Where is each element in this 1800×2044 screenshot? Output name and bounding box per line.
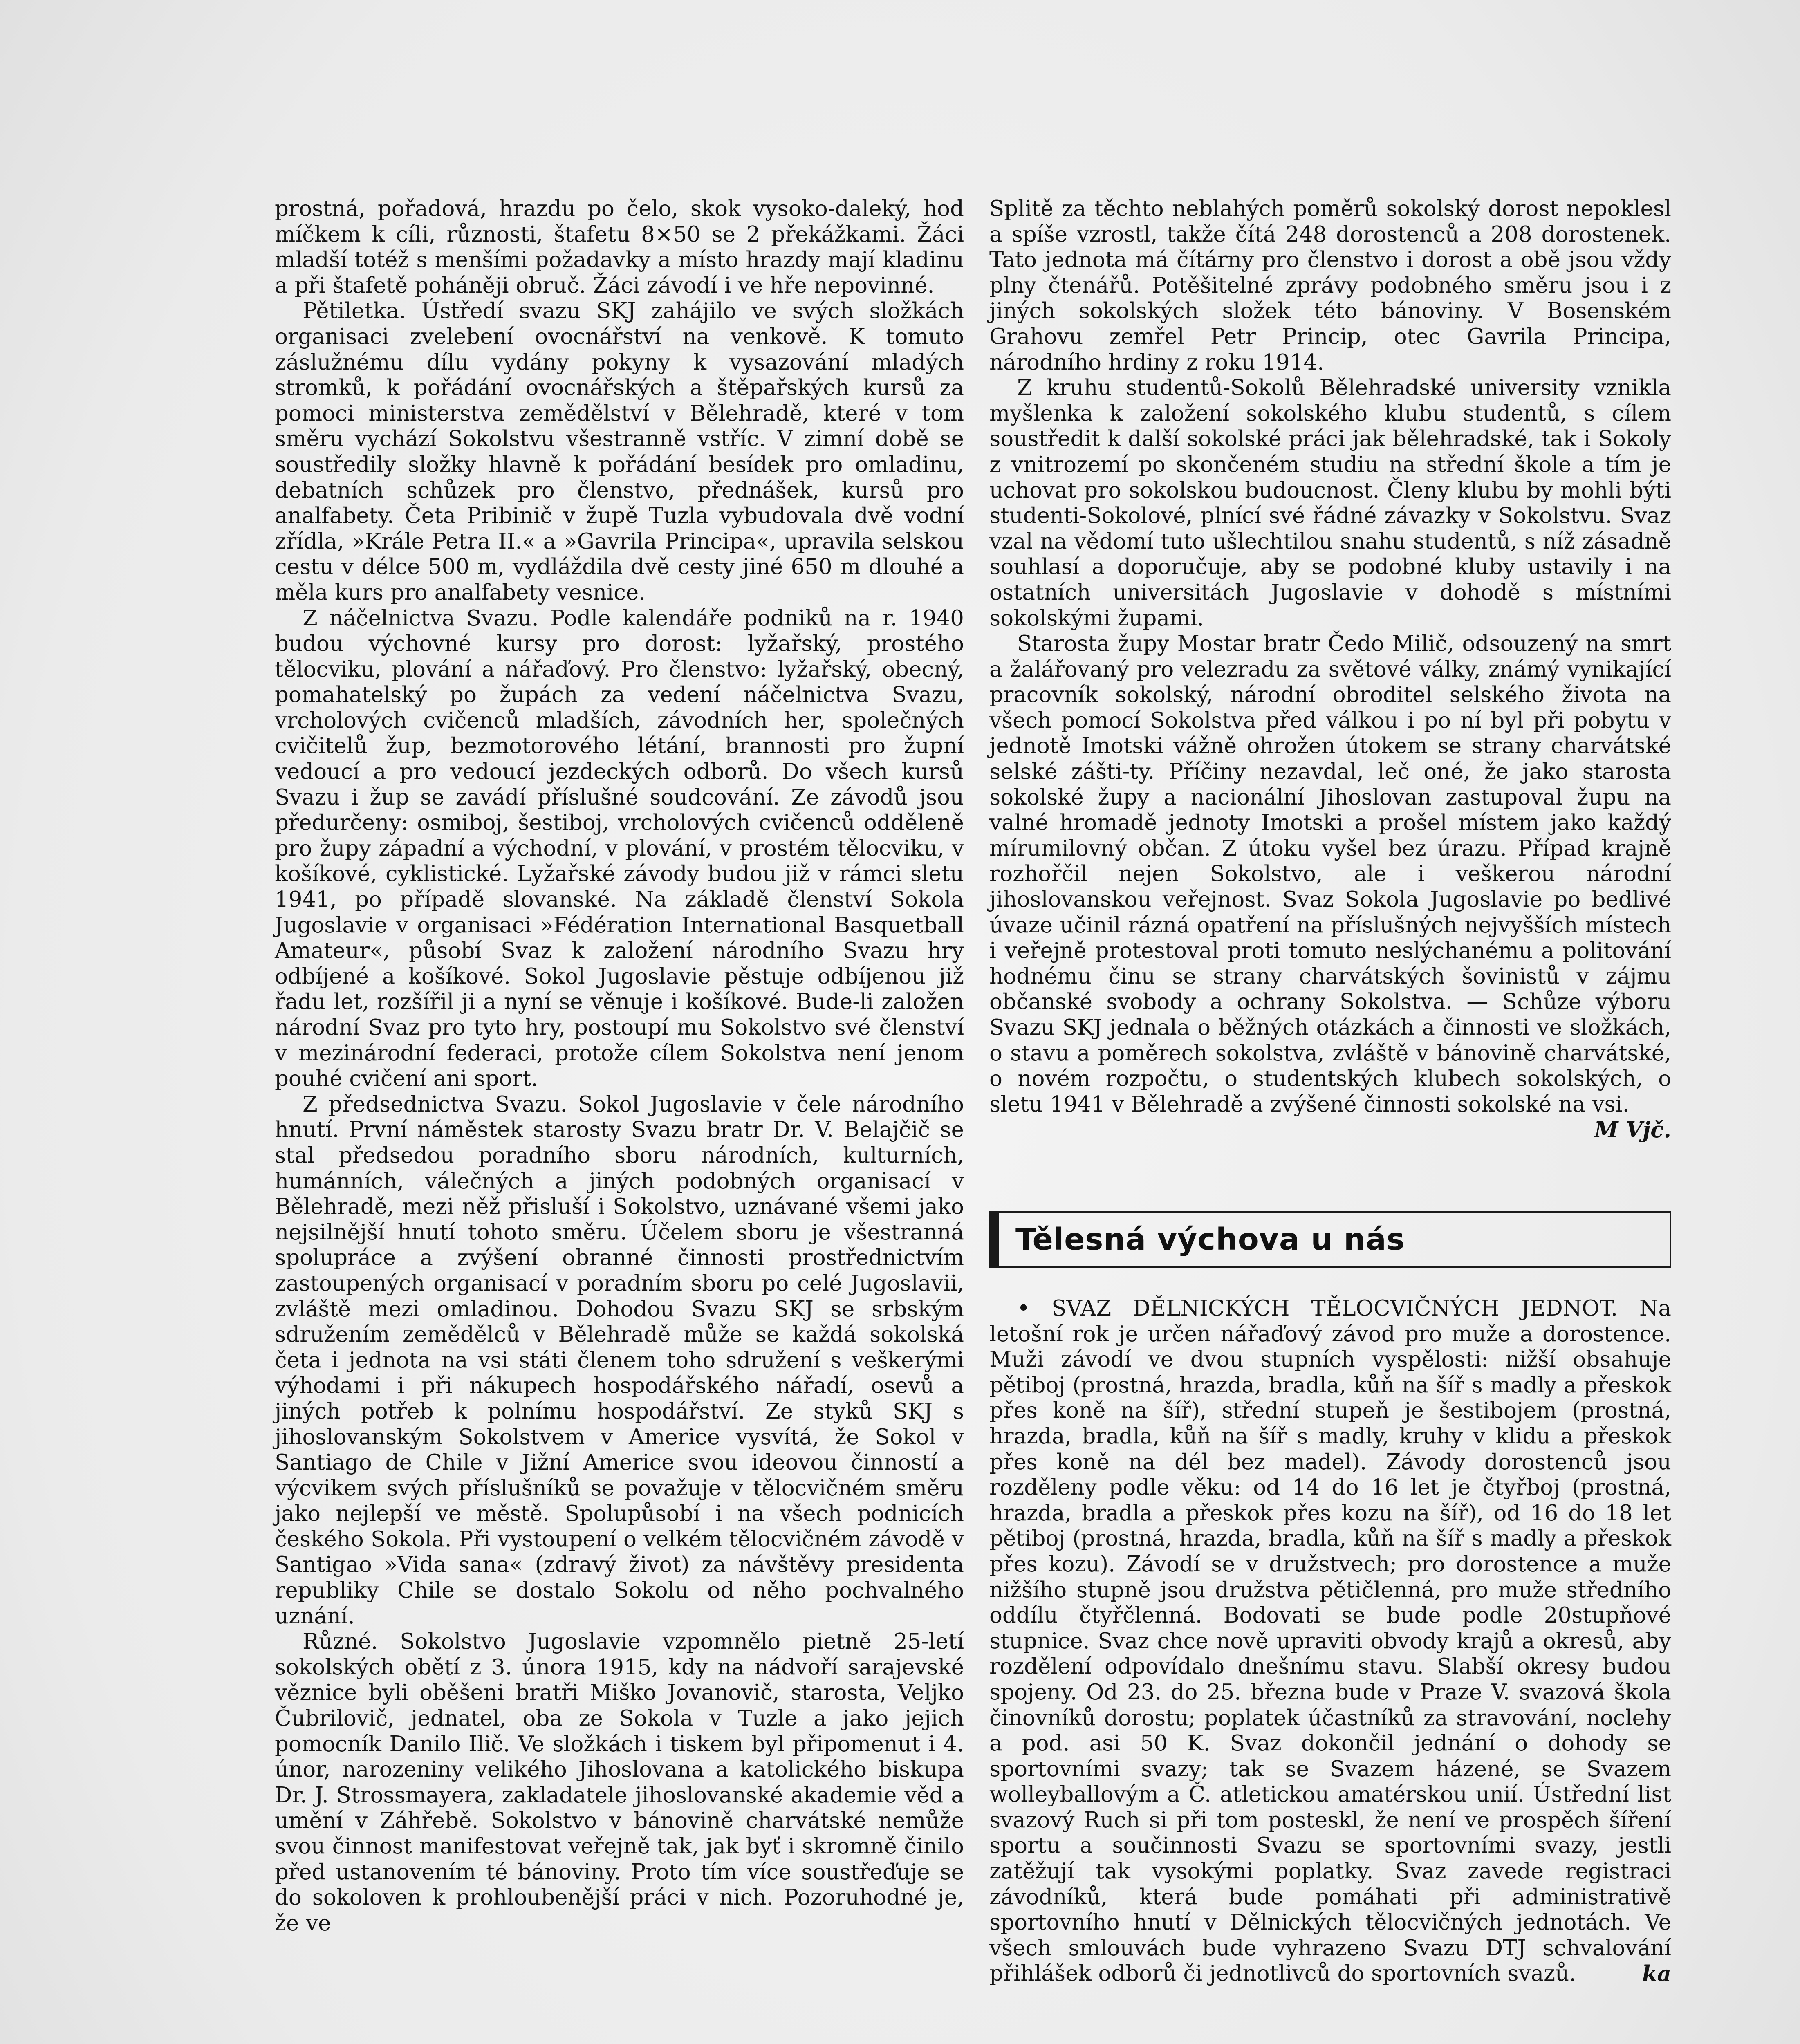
paragraph-studenti: Z kruhu studentů-Sokolů Bělehradské university vznikla myšlenka k založení sokolského klubu studentů, s cílem soustředit k další sokolské práci jak bělehradské, tak i Sokoly z vnitrozemí po skončeném studiu na střední škole a tím je uchovat pro sokolskou budoucnost. Členy klubu by mohli býti studenti-Sokolové, plnící své řádné závazky v Sokolstvu. Svaz vzal na vědomí tuto ušlechtilou snahu studentů, s níž zásadně souhlasí a doporučuje, aby se podobné kluby ustavily i na ostatních universitách Jugoslavie v dohodě s místními sokolskými župami. xyxy=(989,375,1671,631)
paragraph-mostar xyxy=(989,631,1671,1143)
paragraph-mostar-text: Starosta župy Mostar bratr Čedo Milič, odsouzený na smrt a žalářovaný pro velezradu za světové války, známý vynikající pracovník sokolský, národní obroditel selského života na všech pomocí Sokolstva před válkou i po ní byl při pobytu v jednotě Imotski vážně ohrožen útokem se strany charvátské selské zášti-ty. Příčiny nezavdal, leč oné, že jako starosta sokolské župy a nacionální Jihoslovan zastupoval župu na valné hromadě jednoty Imotski a prošel místem jako každý mírumilovný občan. Z útoku vyšel bez úrazu. Případ krajně rozhořčil nejen Sokolstvo, ale i veškerou národní jihoslovanskou veřejnost. Svaz Sokola Jugoslavie po bedlivé úvaze učinil rázná opatření na příslušných nejvyšších místech i veřejně protestoval proti tomuto neslýchanému a politování hodnému činu se strany charvátských šovinistů v zájmu občanské svobody a ochrany Sokolstva. — Schůze výboru Svazu SKJ jednala o běžných otázkách a činnosti ve složkách, o stavu a poměrech sokolstva, zvláště v bánovině charvátské, o novém rozpočtu, o studentských klubech sokolských, o sletu 1941 v Bělehradě a zvýšené činnosti sokolské na vsi. xyxy=(989,631,1671,1117)
paragraph-svaz-dtj-text: • SVAZ DĚLNICKÝCH TĚLOCVIČNÝCH JEDNOT. Na letošní rok je určen nářaďový závod pro muže a dorostence. Muži závodí ve dvou stupních vyspělosti: nižší obsahuje pětiboj (prostná, hrazda, bradla, kůň na šíř s madly a přeskok přes koně na šíř), střední stupeň je šestibojem (prostná, hrazda, bradla, kůň na šíř s madly, kruhy v klidu a přeskok přes koně na dél bez madel). Závody dorostenců jsou rozděleny podle věku: od 14 do 16 let je čtyřboj (prostná, hrazda, bradla a přeskok přes kozu na šíř), od 16 do 18 let pětiboj (prostná, hrazda, bradla, kůň na šíř s madly a přeskok přes kozu). Závodí se v družstvech; pro dorostence a muže nižšího stupně jsou družstva pětičlenná, pro muže středního oddílu čtyřčlenná. Bodovati se bude podle 20stupňové stupnice. Svaz chce nově upraviti obvody krajů a okresů, aby rozdělení odpovídalo dnešnímu stavu. Slabší okresy budou spojeny. Od 23. do 25. března bude v Praze V. svazová škola činovníků dorostu; poplatek účastníků za stravování, noclehy a pod. asi 50 K. Svaz dokončil jednání o dohody se sportovními svazy; tak se Svazem házené, se Svazem wolleyballovým a Č. atletickou amatérskou unií. Ústřední list svazový Ruch si při tom posteskl, že není ve prospěch šíření sportu a součinnosti Svazu se sportovními svazy, jestli zatěžují tak vysokými poplatky. Svaz zavede registraci závodníků, která bude pomáhati při administrativě sportovního hnutí v Dělnických tělocvičných jednotách. Ve všech smlouvách bude vyhrazeno Svazu DTJ schvalování přihlášek odborů či jednotlivců do sportovních svazů. xyxy=(989,1296,1671,1986)
paragraph: prostná, pořadová, hrazdu po čelo, skok vysoko-daleký, hod míčkem k cíli, různosti, štafetu 8×50 se 2 překážkami. Žáci mladší totéž s menšími požadavky a místo hrazdy mají kladinu a při štafetě poháněji obruč. Žáci závodí i ve hře nepovinné. xyxy=(275,196,964,298)
paragraph-predsednictvo: Z předsednictva Svazu. Sokol Jugoslavie v čele národního hnutí. První náměstek starosty Svazu bratr Dr. V. Belajčič se stal předsedou poradního sboru národních, kulturních, humánních, válečných a jiných podobných organisací v Bělehradě, mezi něž přisluší i Sokolstvo, uznávané všemi jako nejsilnější hnutí tohoto směru. Účelem sboru je všestranná spolupráce a zvýšení obranné činnosti prostřednictvím zastoupených organisací v poradním sboru po celé Jugoslavii, zvláště mezi omladinou. Dohodou Svazu SKJ se srbským sdružením zemědělců v Bělehradě může se každá sokolská četa i jednota na vsi státi členem toho sdružení s veškerými výhodami i při nákupech hospodářského nářadí, osevů a jiných potřeb k polnímu hospodářství. Ze styků SKJ s jihoslovanským Sokolstvem v Americe vysvítá, že Sokol v Santiago de Chile v Jižní Americe svou ideovou činností a výcvikem svých příslušníků se považuje v tělocvičném směru jako nejlepší ve městě. Spolupůsobí i na všech podnicích českého Sokola. Při vystoupení o velkém tělocvičném závodě v Santigao »Vida sana« (zdravý život) za návštěvy presidenta republiky Chile se dostalo Sokolu od něho pochvalného uznání. xyxy=(275,1091,964,1629)
author-signature: M Vjč. xyxy=(1594,1117,1671,1143)
paragraph: Splitě za těchto neblahých poměrů sokolský dorost nepoklesl a spíše vzrostl, takže čítá 248 dorostenců a 208 dorostenek. Tato jednota má čítárny pro členstvo i dorost a obě jsou vždy plny čtenářů. Potěšitelné zprávy podobného směru jsou i z jiných sokolských složek této bánoviny. V Bosenském Grahovu zemřel Petr Princip, otec Gavrila Principa, národního hrdiny z roku 1914. xyxy=(989,196,1671,375)
paragraph-svaz-dtj xyxy=(989,1296,1671,1987)
author-signature: ka xyxy=(1642,1961,1671,1987)
right-column-bottom xyxy=(989,1296,1671,1987)
paragraph-petiletka: Pětiletka. Ústředí svazu SKJ zahájilo ve svých složkách organisaci zvelebení ovocnářství na venkově. K tomuto záslužnému dílu vydány pokyny k vysazování mladých stromků, k pořádání ovocnářských a štěpařských kursů za pomoci ministerstva zemědělství v Bělehradě, které v tom směru vychází Sokolstvu všestranně vstříc. V zimní době se soustředily složky hlavně k pořádání besídek pro omladinu, debatních schůzek pro členstvo, přednášek, kursů pro analfabety. Četa Pribinič v župě Tuzla vybudovala dvě vodní zřídla, »Krále Petra II.« a »Gavrila Principa«, upravila selskou cestu v délce 500 m, vydláždila dvě cesty jiné 650 m dlouhé a měla kurs pro analfabety vesnice. xyxy=(275,298,964,605)
right-column-top xyxy=(989,196,1671,1143)
left-column xyxy=(275,196,964,1936)
paragraph-ruzne: Různé. Sokolstvo Jugoslavie vzpomnělo pietně 25-letí sokolských obětí z 3. února 1915, kdy na nádvoří sarajevské věznice byli oběšeni bratři Miško Jovanovič, starosta, Veljko Čubrilovič, jednatel, oba ze Sokola v Tuzle a jako jejich pomocník Danilo Ilič. Ve složkách i tiskem byl připomenut i 4. únor, narozeniny velikého Jihoslovana a katolického biskupa Dr. J. Strossmayera, zakladatele jihoslovanské akademie věd a umění v Záhřebě. Sokolstvo v bánovině charvátské nemůže svou činnost manifestovat veřejně tak, jak byť i skromně činilo před ustanovením té bánoviny. Proto tím více soustřeďuje se do sokoloven k prohloubenější práci v nich. Pozoruhodné je, že ve xyxy=(275,1629,964,1936)
paragraph-nacelnictvo: Z náčelnictva Svazu. Podle kalendáře podniků na r. 1940 budou výchovné kursy pro dorost: lyžařský, prostého tělocviku, plování a nářaďový. Pro členstvo: lyžařský, obecný, pomahatelský po župách za vedení náčelnictva Svazu, vrcholových cvičenců mladších, závodních her, společných cvičitelů žup, bezmotorového létání, brannosti pro župní vedoucí a pro vedoucí jezdeckých odborů. Do všech kursů Svazu i žup se zavádí příslušné soudcování. Ze závodů jsou předurčeny: osmiboj, šestiboj, vrcholových cvičenců odděleně pro župy západní a východní, v plování, v prostém tělocviku, v košíkové, cyklistické. Lyžařské závody budou již v rámci sletu 1941, po případě slovanské. Na základě členství Sokola Jugoslavie v organisaci »Fédération International Basquetball Amateur«, působí Svaz k založení národního Svazu hry odbíjené a košíkové. Sokol Jugoslavie pěstuje odbíjenou již řadu let, rozšířil ji a nyní se věnuje i košíkové. Bude-li založen národní Svaz pro tyto hry, postoupí mu Sokolstvo své členství v mezinárodní federaci, protože cílem Sokolstva není jenom pouhé cvičení ani sport. xyxy=(275,605,964,1091)
section-heading-box xyxy=(989,1211,1671,1268)
section-heading: Tělesná výchova u nás xyxy=(1015,1222,1405,1257)
